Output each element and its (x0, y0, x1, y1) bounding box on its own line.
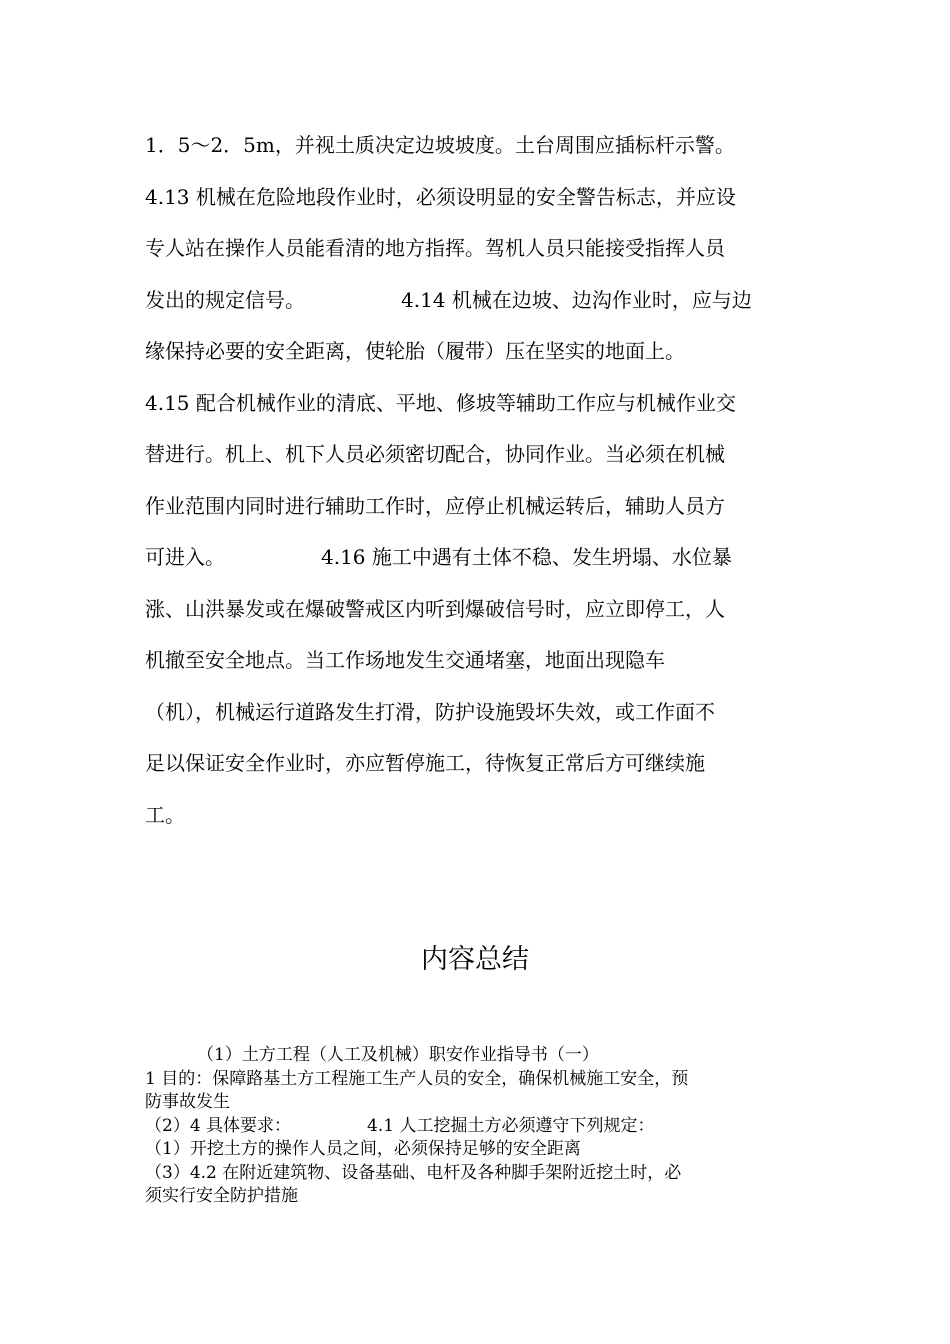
body-line: （机），机械运行道路发生打滑，防护设施毁坏失效，或工作面不 (145, 699, 715, 724)
body-text (145, 120, 815, 841)
body-line-part: 可进入。 (145, 545, 225, 569)
body-line: 4.15 配合机械作业的清底、平地、修坡等辅助工作应与机械作业交 (145, 390, 736, 415)
body-line: 1．5～2．5m，并视土质决定边坡坡度。土台周围应插标杆示警。 (145, 133, 735, 157)
summary-line-part: 4.1 人工挖掘土方必须遵守下列规定： (367, 1115, 655, 1136)
body-line: 替进行。机上、机下人员必须密切配合，协同作业。当必须在机械 (145, 442, 725, 466)
summary-line (145, 1115, 815, 1139)
body-line-part: 4.14 机械在边坡、边沟作业时，应与边 (401, 287, 752, 312)
summary-line: 1 目的：保障路基土方工程施工生产人员的安全，确保机械施工安全，预 (145, 1068, 689, 1089)
summary-line-part: （2）4 具体要求： (145, 1115, 292, 1136)
body-line: 4.13 机械在危险地段作业时，必须设明显的安全警告标志，并应设 (145, 184, 736, 209)
body-line: 专人站在操作人员能看清的地方指挥。驾机人员只能接受指挥人员 (145, 236, 725, 260)
body-line: 工。 (145, 802, 185, 827)
body-line-part: 4.16 施工中遇有土体不稳、发生坍塌、水位暴 (321, 545, 732, 569)
summary-line: （1）土方工程（人工及机械）职安作业指导书（一） (197, 1045, 599, 1065)
body-line: 作业范围内同时进行辅助工作时，应停止机械运转后，辅助人员方 (145, 493, 725, 518)
summary-title: 内容总结 (421, 944, 529, 975)
body-line: 足以保证安全作业时，亦应暂停施工，待恢复正常后方可继续施 (145, 751, 705, 775)
body-line-part: 发出的规定信号。 (145, 287, 305, 312)
body-line: 涨、山洪暴发或在爆破警戒区内听到爆破信号时，应立即停工，人 (145, 596, 725, 621)
summary-text (145, 1044, 815, 1209)
body-line: 机撤至安全地点。当工作场地发生交通堵塞，地面出现隐车 (145, 648, 665, 672)
summary-line: （1）开挖土方的操作人员之间，必须保持足够的安全距离 (145, 1139, 581, 1159)
summary-line: （3）4.2 在附近建筑物、设备基础、电杆及各种脚手架附近挖土时，必 (145, 1162, 682, 1183)
summary-line: 须实行安全防护措施 (145, 1186, 298, 1206)
summary-line: 防事故发生 (145, 1092, 230, 1112)
body-line: 缘保持必要的安全距离，使轮胎（履带）压在坚实的地面上。 (145, 339, 685, 363)
body-line (145, 532, 815, 584)
body-line (145, 275, 815, 327)
